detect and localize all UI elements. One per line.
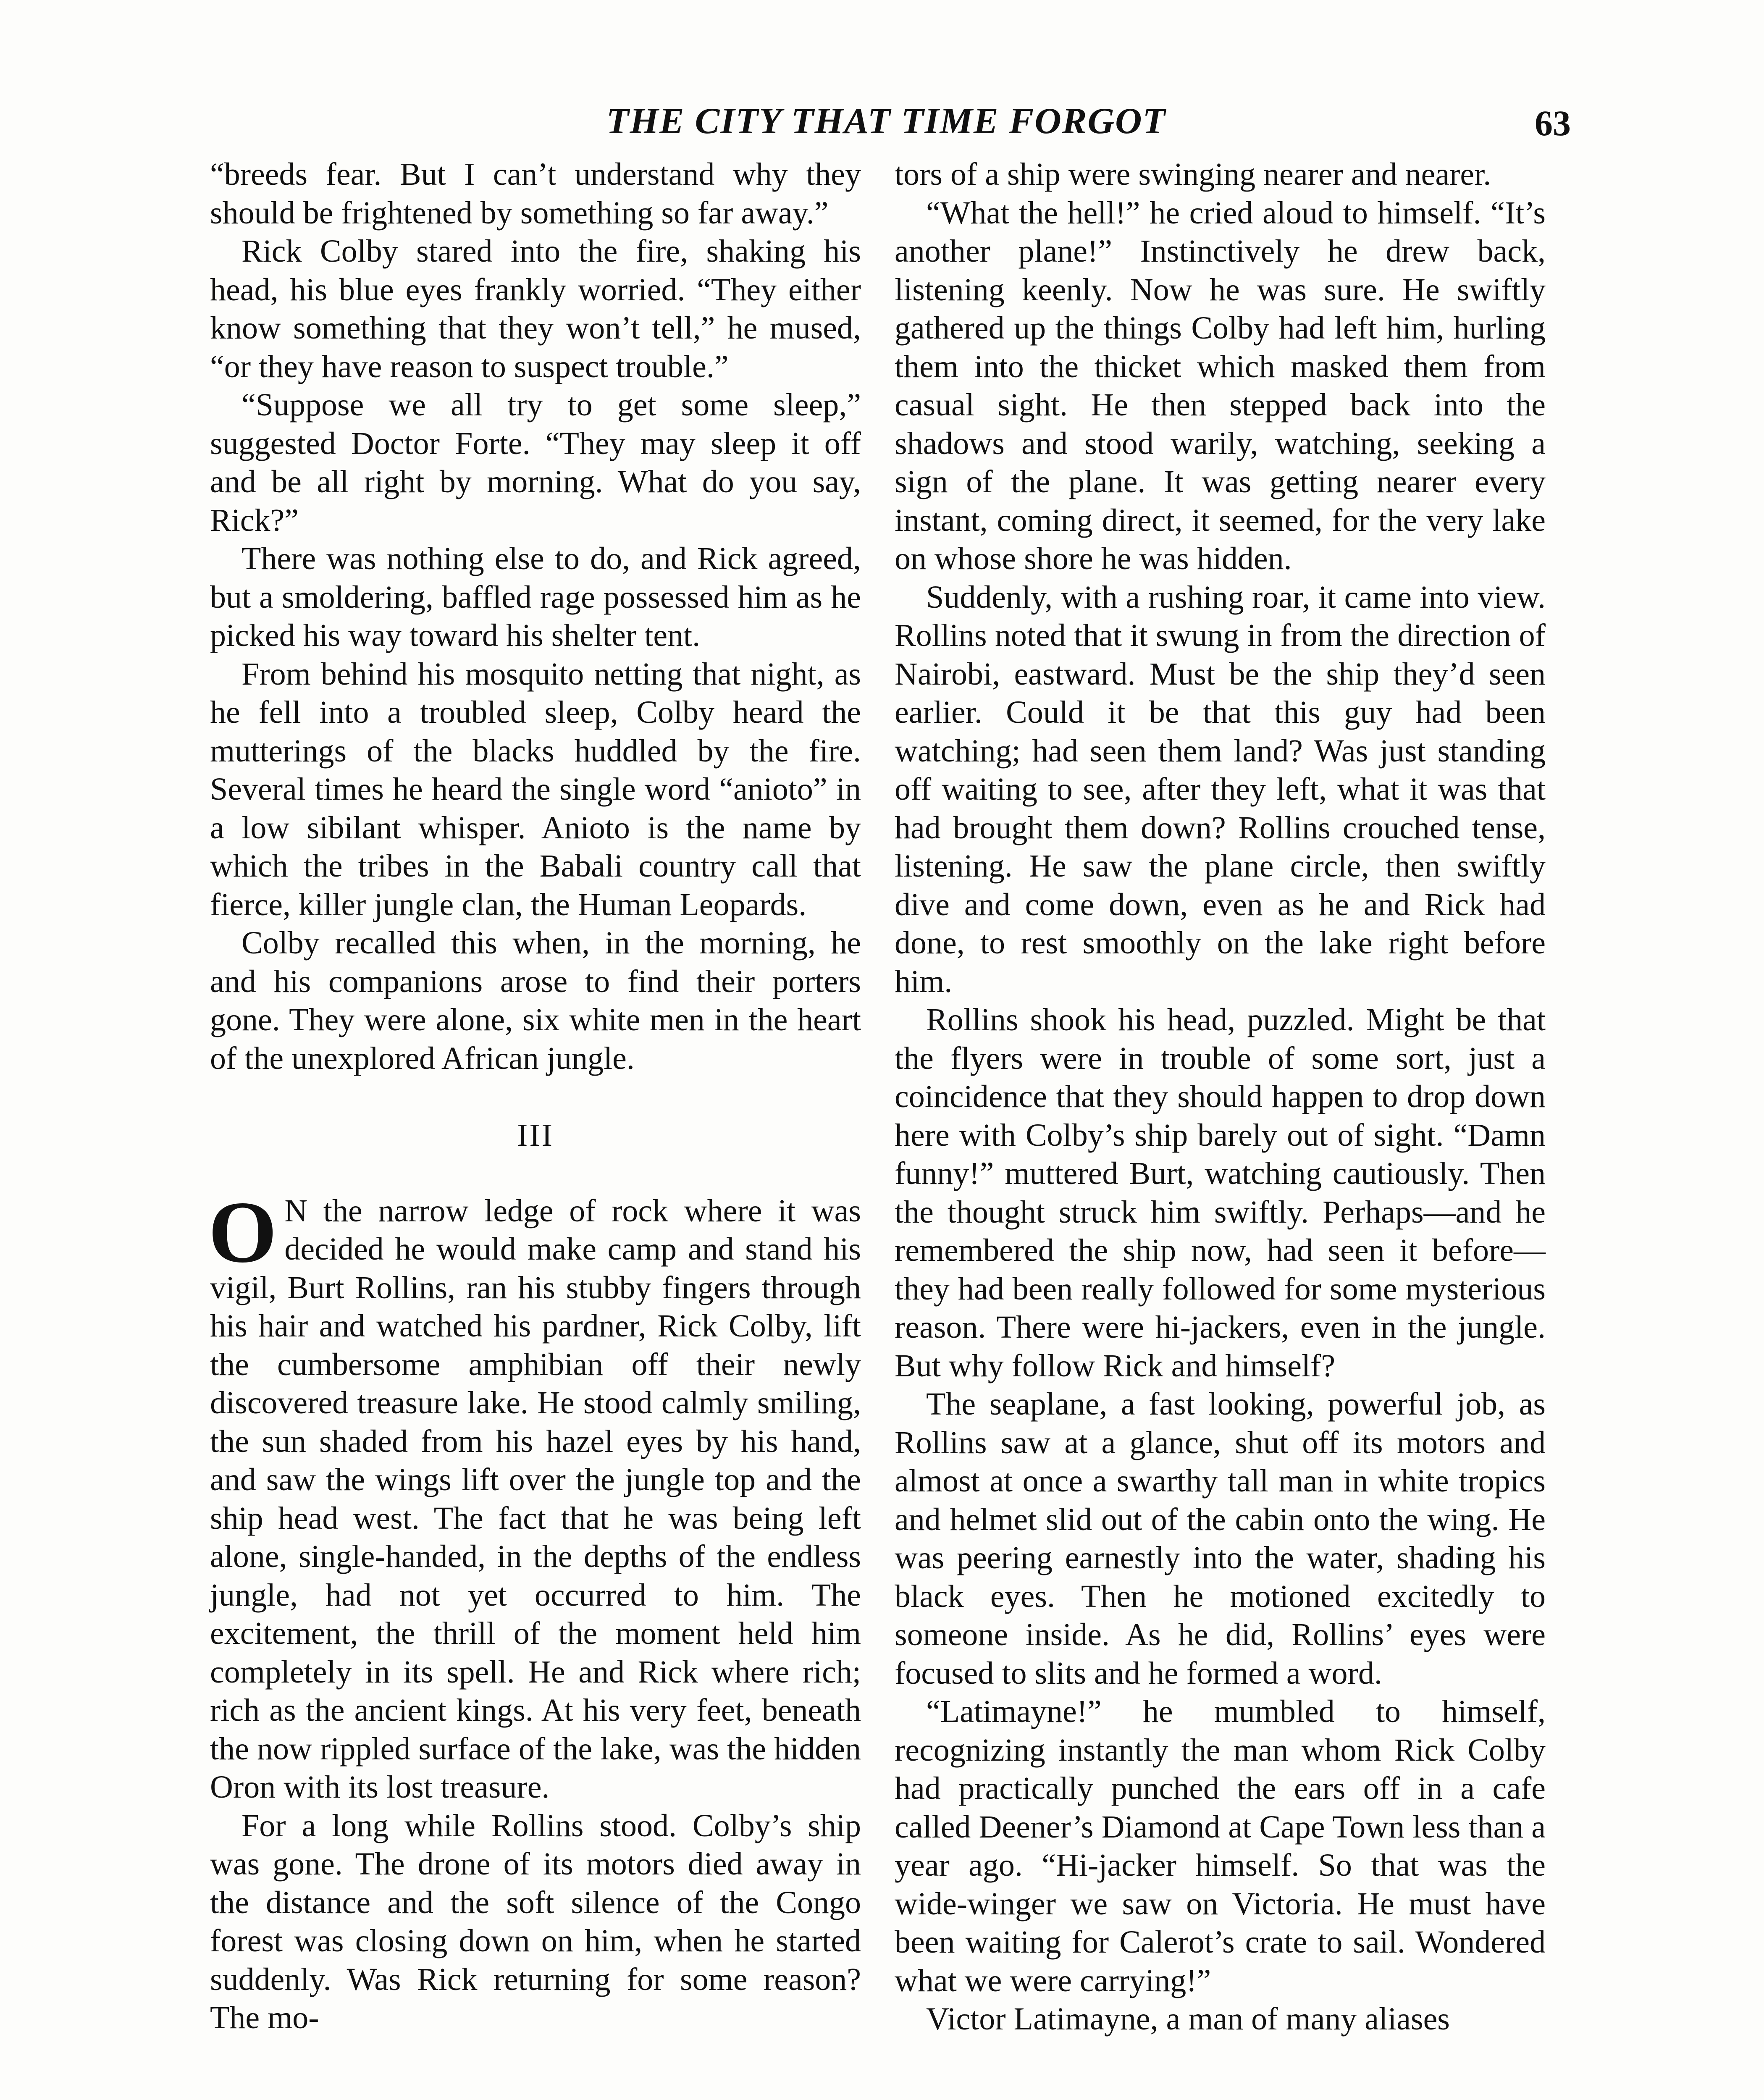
text-column-left	[210, 155, 861, 2037]
paragraph: The seaplane, a fast looking, powerful job, as Rollins saw at a glance, shut off its motors and almost at once a swarthy tall man in white tropics and helmet slid out of the cabin onto the wing. He was peering earnestly into the water, shading his black eyes. Then he motioned excitedly to someone inside. As he did, Rollins’ eyes were focused to slits and he formed a word.	[895, 1386, 1546, 1691]
paragraph: “Latimayne!” he mumbled to himself, recognizing instantly the man whom Rick Colby had practically punched the ears off in a cafe called Deener’s Diamond at Cape Town less than a year ago. “Hi-jacker himself. So that was the wide-winger we saw on Victoria. He must have been waiting for Calerot’s crate to sail. Wondered what we were carrying!”	[895, 1694, 1546, 1998]
paragraph: “What the hell!” he cried aloud to himself. “It’s another plane!” Instinctively he drew back, listening keenly. Now he was sure. He swiftly gathered up the things Colby had left him, hurling them into the thicket which masked them from casual sight. He then stepped back into the shadows and stood warily, watching, seeking a sign of the plane. It was getting nearer every instant, coming direct, it seemed, for the very lake on whose shore he was hidden.	[895, 195, 1546, 576]
section-number: III	[517, 1118, 554, 1153]
paragraph: “breeds fear. But I can’t understand why they should be frightened by something so far away.”	[210, 157, 861, 231]
paragraph: For a long while Rollins stood. Colby’s ship was gone. The drone of its motors died away in the distance and the soft silence of the Congo forest was closing down on him, when he started suddenly. Was Rick returning for some reason? The mo-	[210, 1808, 861, 2035]
paragraph: tors of a ship were swinging nearer and nearer.	[895, 157, 1491, 192]
paragraph: Victor Latimayne, a man of many aliases	[926, 2001, 1450, 2037]
paragraph: Colby recalled this when, in the morning, he and his companions arose to find their porters gone. They were alone, six white men in the heart of the unexplored African jungle.	[210, 925, 861, 1076]
dropcap-paragraph	[208, 1183, 861, 1807]
running-title: THE CITY THAT TIME FORGOT	[606, 101, 1166, 142]
page-number: 63	[1535, 103, 1571, 143]
text-column-right	[895, 155, 1546, 2039]
paragraph: “Suppose we all try to get some sleep,” suggested Doctor Forte. “They may sleep it off and be all right by morning. What do you say, Rick?”	[210, 387, 861, 538]
drop-cap-letter: O	[208, 1183, 277, 1281]
paragraph: Rollins shook his head, puzzled. Might be that the flyers were in trouble of some sort, just a coincidence that they should happen to drop down here with Colby’s ship barely out of sight. “Damn funny!” muttered Burt, watching cautiously. Then the thought struck him swiftly. Perhaps—and he remembered the ship now, had seen it before—they had been really followed for some mysterious reason. There were hi-jackers, even in the jungle. But why follow Rick and himself?	[895, 1002, 1546, 1383]
paragraph: Suddenly, with a rushing roar, it came into view. Rollins noted that it swung in from the direction of Nairobi, eastward. Must be the ship they’d seen earlier. Could it be that this guy had been watching; had seen them land? Was just standing off waiting to see, after they left, what it was that had brought them down? Rollins crouched tense, listening. He saw the plane circle, then swiftly dive and come down, even as he and Rick had done, to rest smoothly on the lake right before him.	[895, 579, 1546, 999]
paragraph: There was nothing else to do, and Rick agreed, but a smoldering, baffled rage possessed him as he picked his way toward his shelter tent.	[210, 541, 861, 653]
dropcap-paragraph-text: N the narrow ledge of rock where it was decided he would make camp and stand his vigil, Burt Rollins, ran his stubby fingers through his hair and watched his pardner, Rick Colby, lift the cumbersome amphibian off their newly discovered treasure lake. He stood calmly smiling, the sun shaded from his hazel eyes by his hand, and saw the wings lift over the jungle top and the ship head west. The fact that he was being left alone, single-handed, in the depths of the endless jungle, had not yet occurred to him. The excitement, the thrill of the moment held him completely in its spell. He and Rick where rich; rich as the ancient kings. At his very feet, beneath the now rippled surface of the lake, was the hidden Oron with its lost treasure.	[210, 1193, 861, 1805]
paragraph: From behind his mosquito netting that night, as he fell into a troubled sleep, Colby heard the mutterings of the blacks huddled by the fire. Several times he heard the single word “anioto” in a low sibilant whisper. Anioto is the name by which the tribes in the Babali country call that fierce, killer jungle clan, the Human Leopards.	[210, 656, 861, 922]
paragraph: Rick Colby stared into the fire, shaking his head, his blue eyes frankly worried. “They either know something that they won’t tell,” he mused, “or they have reason to suspect trouble.”	[210, 234, 861, 384]
